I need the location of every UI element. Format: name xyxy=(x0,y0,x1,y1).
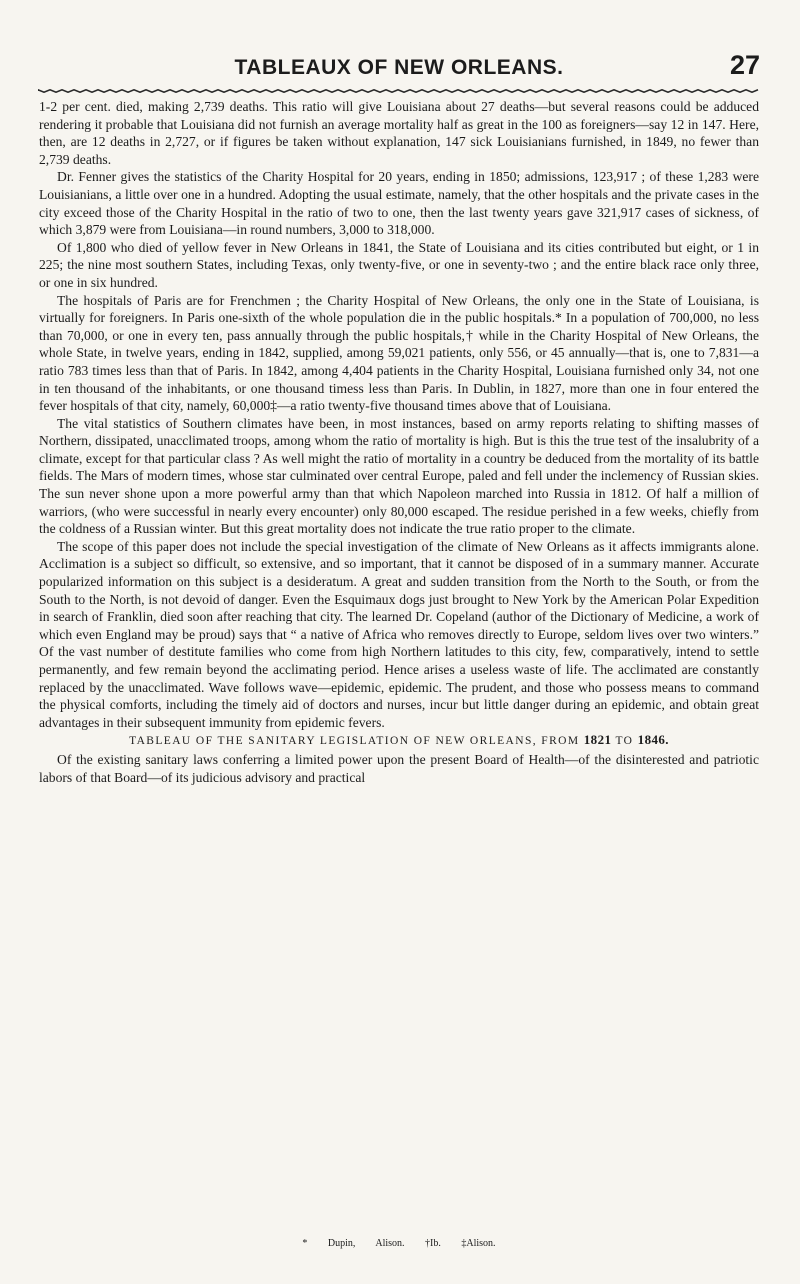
paragraph: Dr. Fenner gives the statistics of the Charity Hospital for 20 years, ending in 1850; admissions, 123,917 ; of these 1,283 were Louisianians, a little over one in a hundred. Adopting the usual estimate, namely, that the other hospitals and the private cases in the city exceed those of the Charity Hospital in the ratio of two to one, then the last twenty years gave 321,917 cases of sickness, of which 3,879 were from Louisiana—in round numbers, 3,000 to 318,000. xyxy=(39,169,759,238)
section-year-from: 1821 xyxy=(583,732,612,748)
footnote: * Dupin, Alison. xyxy=(302,1238,405,1249)
header-wavy-rule xyxy=(38,89,760,93)
page-number: 27 xyxy=(729,50,760,80)
body-text xyxy=(39,98,759,786)
footnotes xyxy=(39,1238,759,1249)
section-year-to: 1846. xyxy=(637,732,669,748)
paragraph: The hospitals of Paris are for Frenchmen ; the Charity Hospital of New Orleans, the only one in the State of Louisiana, is virtually for foreigners. In Paris one-sixth of the whole population die in the public hospitals.* In a population of 700,000, no less than 70,000, or one in every ten, pass annually through the public hospitals,† while in the Charity Hospital of New Orleans, the whole State, in twelve years, ending in 1842, supplied, among 59,021 patients, only 556, or 45 annually—that is, one to 7,831—a ratio 783 times less than that of Paris. In 1842, among 4,404 patients in the Charity Hospital, Louisiana furnished only 34, not one in ten thousand of the inhabitants, or one thousand timess less than Paris. In Dublin, in 1827, more than one in four entered the fever hospitals of that city, namely, 60,000‡—a ratio twenty-five thousand times above that of Louisiana. xyxy=(39,292,759,414)
footnote: †Ib. xyxy=(425,1238,441,1249)
paragraph: The vital statistics of Southern climates have been, in most instances, based on army reports relating to shifting masses of Northern, dissipated, unacclimated troops, among whom the ratio of mortality is high. But is this the true test of the insalubrity of a climate, except for that particular class ? As well might the ratio of mortality in a country be deduced from the mortality of its battle fields. The Mars of modern times, whose star culminated over central Europe, paled and fell under the inclemency of Russian skies. The sun never shone upon a more powerful army than that which Napoleon marched into Russia in 1812. Of half a million of warriors, (who were successful in nearly every encounter) only 80,000 escaped. The residue perished in a few weeks, chiefly from the coldness of a Russian winter. But this great mortality does not indicate the true ratio proper to the climate. xyxy=(39,415,759,537)
paragraph: 1-2 per cent. died, making 2,739 deaths. This ratio will give Louisiana about 27 deaths—but several reasons could be adduced rendering it probable that Louisiana did not furnish an average mortality half as great in the 100 as foreigners—say 12 in 147. Here, then, are 12 deaths in 2,727, or if figures be taken without explanation, 147 sick Louisianians furnished, in 1849, no fewer than 2,739 deaths. xyxy=(39,99,759,167)
section-heading xyxy=(39,731,759,751)
paragraph: Of 1,800 who died of yellow fever in New Orleans in 1841, the State of Louisiana and its cities contributed but eight, or 1 in 225; the nine most southern States, including Texas, only twenty-five, or one in seventy-two ; and the entire black race only three, or one in six hundred. xyxy=(39,239,759,290)
paragraph: Of the existing sanitary laws conferring a limited power upon the present Board of Health—of the disinterested and patriotic labors of that Board—of its judicious advisory and practical xyxy=(39,751,759,785)
running-head: TABLEAUX OF NEW ORLEANS. xyxy=(234,56,564,79)
section-to-word: TO xyxy=(615,735,634,748)
paragraph: The scope of this paper does not include the special investigation of the climate of New Orleans as it affects immigrants alone. Acclimation is a subject so difficult, so extensive, and so important, that it cannot be disposed of in a summary manner. Accurate popularized information on this subject is a desideratum. A great and sudden transition from the North to the South, or from the South to the North, is not devoid of danger. Even the Esquimaux dogs just brought to New York by the American Polar Expedition in search of Franklin, died soon after reaching that city. The learned Dr. Copeland (author of the Dictionary of Medicine, a work of which even England may be proud) says that “ a native of Africa who removes directly to Europe, seldom lives over two winters.” Of the vast number of destitute families who come from high Northern latitudes to this city, few, comparatively, intend to settle permanently, and few remain beyond the acclimating period. Hence arises a useless waste of life. The acclimated are constantly replaced by the unacclimated. Wave follows wave—epidemic, epidemic. The prudent, and those who possess means to command the physical comforts, including the timely aid of doctors and nurses, incur but little danger during an epidemic, and obtain great advantages in their subsequent immunity from epidemic fevers. xyxy=(39,538,759,730)
page-header xyxy=(38,50,760,88)
footnote: ‡Alison. xyxy=(461,1238,496,1249)
section-heading-text: TABLEAU OF THE SANITARY LEGISLATION OF NEW ORLEANS, FROM xyxy=(129,735,580,748)
